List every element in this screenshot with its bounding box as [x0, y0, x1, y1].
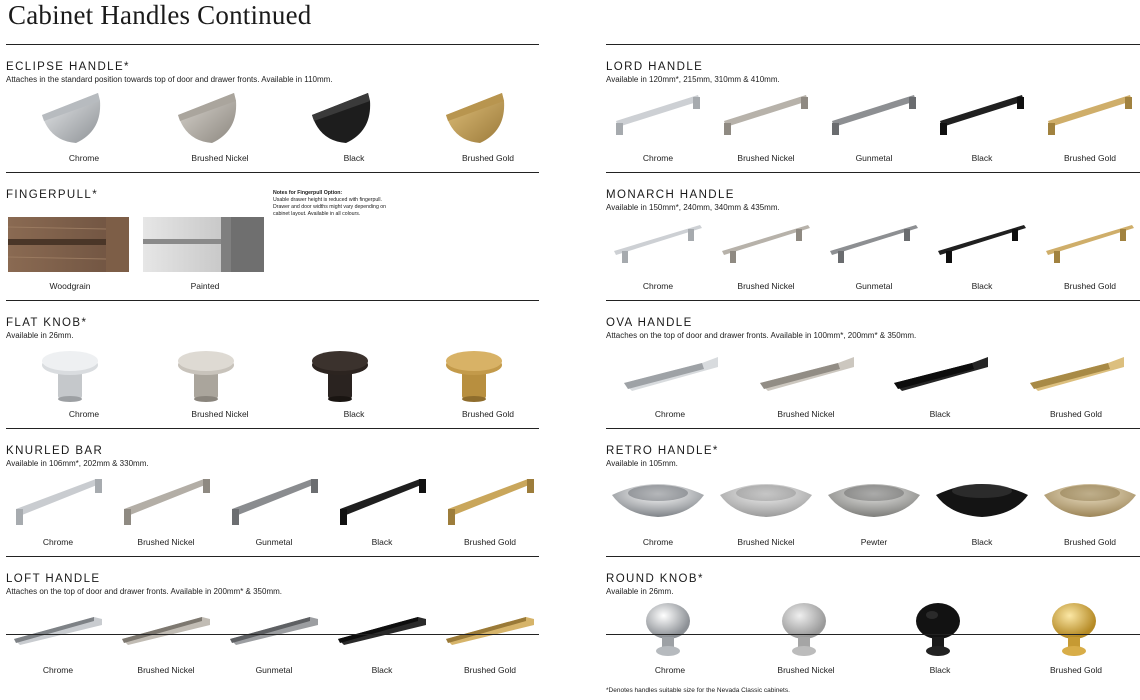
- monarch-handle-icon: [1042, 219, 1138, 281]
- ova-handle-icon: [758, 347, 858, 409]
- cup-handle-icon: [610, 475, 706, 537]
- product-retro-brushed-nickel[interactable]: [716, 473, 816, 549]
- section-title: LORD HANDLE: [606, 61, 704, 73]
- item-label: Chrome: [642, 537, 674, 547]
- cup-handle-icon: [826, 475, 922, 537]
- section-eclipse-handle: [6, 44, 539, 172]
- product-knurled-black[interactable]: [332, 473, 432, 549]
- item-label: Chrome: [642, 281, 674, 291]
- item-label: Brushed Gold: [1050, 665, 1102, 675]
- product-knurled-chrome[interactable]: [8, 473, 108, 549]
- right-column: [606, 44, 1140, 684]
- item-label: Gunmetal: [855, 281, 893, 291]
- product-ova-brushed-gold[interactable]: [1026, 345, 1126, 421]
- item-label: Chrome: [654, 409, 686, 419]
- item-label: Black: [371, 537, 393, 547]
- item-label: Gunmetal: [855, 153, 893, 163]
- section-description: Available in 120mm*, 215mm, 310mm & 410mm.: [606, 75, 780, 84]
- product-lord-brushed-gold[interactable]: [1040, 89, 1140, 165]
- section-ova-handle: [606, 300, 1140, 428]
- section-title: FINGERPULL*: [6, 189, 99, 201]
- flat-knob-icon: [172, 347, 242, 409]
- product-loft-gunmetal[interactable]: [224, 601, 324, 677]
- eclipse-handle-icon: [440, 91, 510, 153]
- product-fingerpull-painted[interactable]: [143, 217, 267, 293]
- item-label: Brushed Nickel: [137, 537, 195, 547]
- section-loft-handle: [6, 556, 539, 684]
- item-label: Brushed Nickel: [737, 153, 795, 163]
- item-label: Gunmetal: [255, 537, 293, 547]
- product-loft-black[interactable]: [332, 601, 432, 677]
- item-label: Brushed Gold: [1064, 281, 1116, 291]
- item-label: Chrome: [68, 153, 100, 163]
- section-description: Available in 150mm*, 240mm, 340mm & 435mm.: [606, 203, 780, 212]
- section-description: Attaches on the top of door and drawer fronts. Available in 100mm*, 200mm* & 350mm.: [606, 331, 917, 340]
- item-label: Black: [971, 537, 993, 547]
- product-round-knob-chrome[interactable]: [620, 601, 720, 677]
- section-retro-handle: [606, 428, 1140, 556]
- section-lord-handle: [606, 44, 1140, 172]
- lord-handle-icon: [1042, 91, 1138, 153]
- fingerpull-notes: [273, 190, 393, 218]
- painted-fingerpull-photo: [143, 217, 264, 272]
- ova-handle-icon: [1028, 347, 1128, 409]
- section-title: RETRO HANDLE*: [606, 445, 719, 457]
- item-label: Black: [343, 153, 365, 163]
- item-label: Black: [929, 409, 951, 419]
- flat-knob-icon: [36, 347, 106, 409]
- product-retro-pewter[interactable]: [824, 473, 924, 549]
- section-title: ECLIPSE HANDLE*: [6, 61, 130, 73]
- item-label: Brushed Nickel: [777, 409, 835, 419]
- monarch-handle-icon: [826, 219, 922, 281]
- item-label: Brushed Gold: [462, 409, 514, 419]
- item-label: Black: [971, 281, 993, 291]
- left-bottom-rule: [6, 634, 539, 635]
- product-fingerpull-woodgrain[interactable]: [8, 217, 132, 293]
- item-label: Brushed Gold: [464, 665, 516, 675]
- eclipse-handle-icon: [36, 91, 106, 153]
- product-retro-chrome[interactable]: [608, 473, 708, 549]
- item-label: Black: [371, 665, 393, 675]
- section-title: MONARCH HANDLE: [606, 189, 735, 201]
- product-lord-black[interactable]: [932, 89, 1032, 165]
- product-eclipse-brushed-nickel[interactable]: [170, 89, 270, 165]
- cup-handle-icon: [1042, 475, 1138, 537]
- section-title: FLAT KNOB*: [6, 317, 88, 329]
- item-label: Black: [929, 665, 951, 675]
- item-label: Brushed Nickel: [191, 153, 249, 163]
- footnote: *Denotes handles suitable size for the Nevada Classic cabinets.: [606, 687, 790, 694]
- product-retro-brushed-gold[interactable]: [1040, 473, 1140, 549]
- item-label: Chrome: [42, 665, 74, 675]
- lord-handle-icon: [610, 91, 706, 153]
- lord-handle-icon: [934, 91, 1030, 153]
- section-flat-knob: [6, 300, 539, 428]
- product-ova-chrome[interactable]: [620, 345, 720, 421]
- lord-handle-icon: [826, 91, 922, 153]
- item-label: Gunmetal: [255, 665, 293, 675]
- product-round-knob-black[interactable]: [890, 601, 990, 677]
- right-bottom-rule: [606, 634, 1140, 635]
- monarch-handle-icon: [718, 219, 814, 281]
- item-label: Woodgrain: [49, 281, 91, 291]
- item-label: Chrome: [654, 665, 686, 675]
- product-loft-chrome[interactable]: [8, 601, 108, 677]
- product-lord-gunmetal[interactable]: [824, 89, 924, 165]
- product-knurled-brushed-nickel[interactable]: [116, 473, 216, 549]
- product-eclipse-brushed-gold[interactable]: [438, 89, 538, 165]
- product-ova-black[interactable]: [890, 345, 990, 421]
- item-label: Brushed Nickel: [191, 409, 249, 419]
- product-lord-brushed-nickel[interactable]: [716, 89, 816, 165]
- product-round-knob-brushed-gold[interactable]: [1026, 601, 1126, 677]
- page-title: Cabinet Handles Continued: [8, 0, 312, 30]
- lord-handle-icon: [718, 91, 814, 153]
- item-label: Chrome: [68, 409, 100, 419]
- product-flat-knob-brushed-nickel[interactable]: [170, 345, 270, 421]
- ova-handle-icon: [892, 347, 992, 409]
- item-label: Black: [971, 153, 993, 163]
- item-label: Brushed Nickel: [737, 537, 795, 547]
- item-label: Painted: [190, 281, 220, 291]
- section-title: ROUND KNOB*: [606, 573, 704, 585]
- bar-handle-icon: [226, 475, 322, 537]
- product-monarch-chrome[interactable]: [608, 217, 708, 293]
- section-description: Available in 26mm.: [606, 587, 674, 596]
- product-loft-brushed-nickel[interactable]: [116, 601, 216, 677]
- product-round-knob-brushed-nickel[interactable]: [756, 601, 856, 677]
- product-knurled-brushed-gold[interactable]: [440, 473, 540, 549]
- item-label: Chrome: [642, 153, 674, 163]
- section-description: Available in 106mm*, 202mm & 330mm.: [6, 459, 149, 468]
- item-label: Brushed Gold: [1064, 537, 1116, 547]
- monarch-handle-icon: [610, 219, 706, 281]
- product-monarch-black[interactable]: [932, 217, 1032, 293]
- left-column: [6, 44, 539, 684]
- product-lord-chrome[interactable]: [608, 89, 708, 165]
- item-label: Pewter: [860, 537, 888, 547]
- item-label: Black: [343, 409, 365, 419]
- item-label: Brushed Gold: [1050, 409, 1102, 419]
- section-description: Available in 105mm.: [606, 459, 678, 468]
- cup-handle-icon: [718, 475, 814, 537]
- bar-handle-icon: [334, 475, 430, 537]
- item-label: Brushed Gold: [464, 537, 516, 547]
- section-title: LOFT HANDLE: [6, 573, 101, 585]
- woodgrain-fingerpull-photo: [8, 217, 129, 272]
- product-eclipse-chrome[interactable]: [34, 89, 134, 165]
- monarch-handle-icon: [934, 219, 1030, 281]
- flat-knob-icon: [306, 347, 376, 409]
- section-title: KNURLED BAR: [6, 445, 104, 457]
- section-description: Available in 26mm.: [6, 331, 74, 340]
- eclipse-handle-icon: [172, 91, 242, 153]
- item-label: Chrome: [42, 537, 74, 547]
- item-label: Brushed Nickel: [777, 665, 835, 675]
- product-flat-knob-brushed-gold[interactable]: [438, 345, 538, 421]
- product-monarch-gunmetal[interactable]: [824, 217, 924, 293]
- item-label: Brushed Nickel: [737, 281, 795, 291]
- section-round-knob: [606, 556, 1140, 684]
- product-monarch-brushed-gold[interactable]: [1040, 217, 1140, 293]
- product-eclipse-black[interactable]: [304, 89, 404, 165]
- eclipse-handle-icon: [306, 91, 376, 153]
- product-flat-knob-chrome[interactable]: [34, 345, 134, 421]
- product-flat-knob-black[interactable]: [304, 345, 404, 421]
- section-title: OVA HANDLE: [606, 317, 693, 329]
- fingerpull-notes-text: Usable drawer height is reduced with fingerpull. Drawer and door widths might vary depending on cabinet layout. Available in all colours.: [273, 197, 387, 217]
- bar-handle-icon: [118, 475, 214, 537]
- product-loft-brushed-gold[interactable]: [440, 601, 540, 677]
- section-monarch-handle: [606, 172, 1140, 300]
- item-label: Brushed Gold: [1064, 153, 1116, 163]
- section-description: Attaches on the top of door and drawer fronts. Available in 200mm* & 350mm.: [6, 587, 283, 596]
- product-retro-black[interactable]: [932, 473, 1032, 549]
- item-label: Brushed Gold: [462, 153, 514, 163]
- bar-handle-icon: [10, 475, 106, 537]
- cup-handle-icon: [934, 475, 1030, 537]
- flat-knob-icon: [440, 347, 510, 409]
- section-description: Attaches in the standard position towards top of door and drawer fronts. Available in 110mm.: [6, 75, 333, 84]
- product-ova-brushed-nickel[interactable]: [756, 345, 856, 421]
- bar-handle-icon: [442, 475, 538, 537]
- fingerpull-notes-title: Notes for Fingerpull Option:: [273, 190, 343, 196]
- item-label: Brushed Nickel: [137, 665, 195, 675]
- section-knurled-bar: [6, 428, 539, 556]
- product-monarch-brushed-nickel[interactable]: [716, 217, 816, 293]
- ova-handle-icon: [622, 347, 722, 409]
- product-knurled-gunmetal[interactable]: [224, 473, 324, 549]
